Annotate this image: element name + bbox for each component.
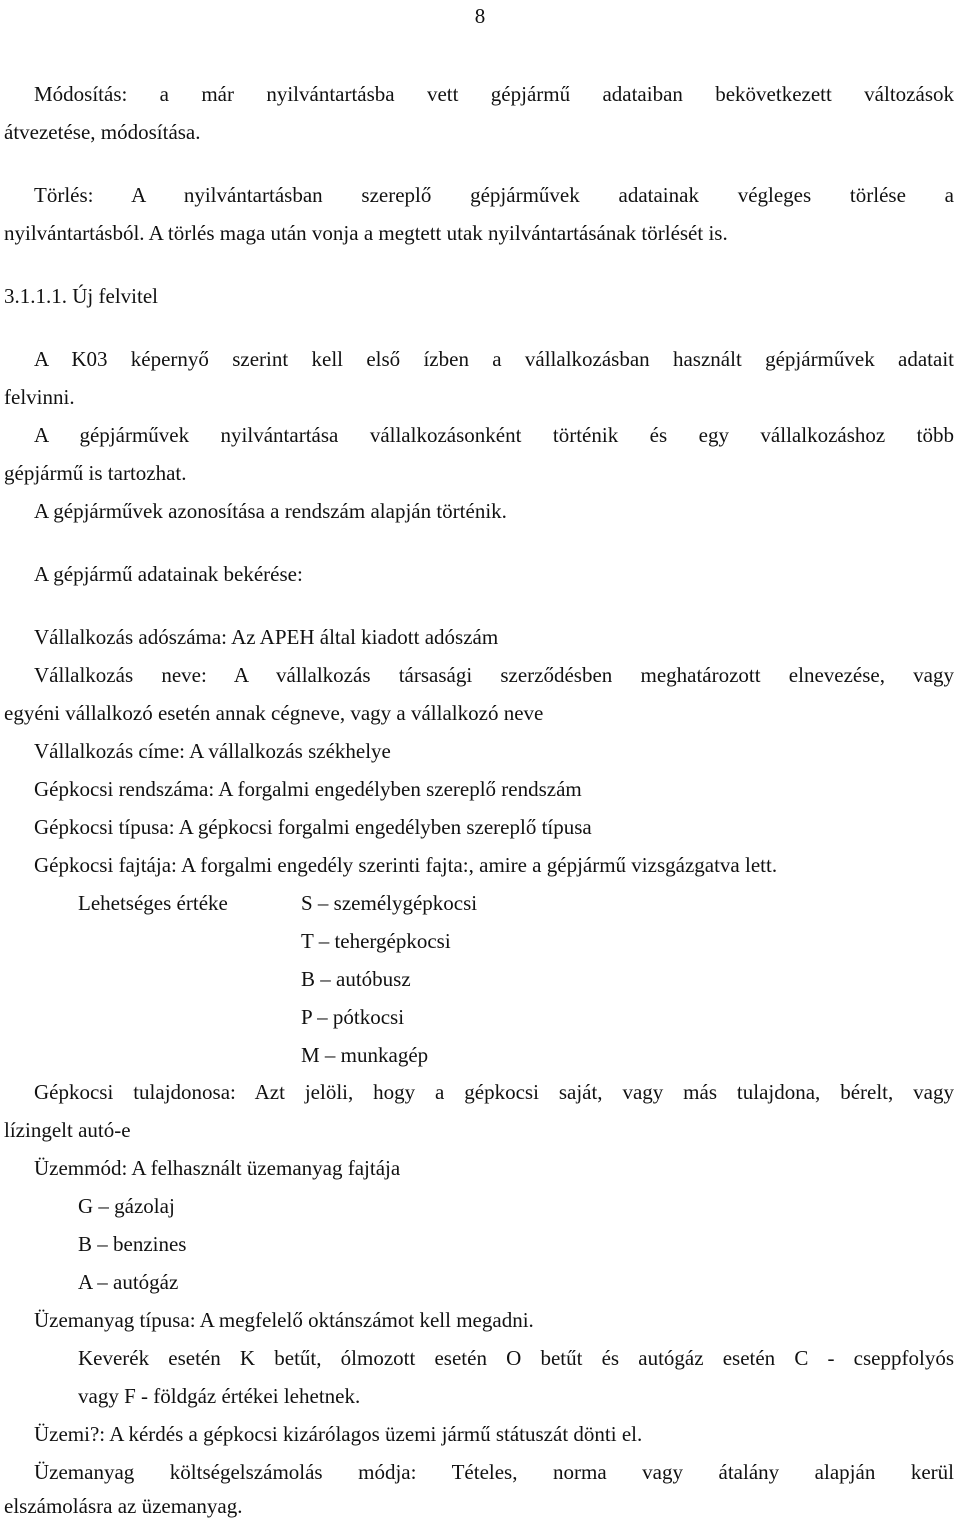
intro-paragraph-line-1: A K03 képernyő szerint kell első ízben a vállalkozásban használt gépjárművek adatait: [34, 347, 954, 371]
intro-paragraph-line-2: felvinni.: [4, 385, 75, 409]
uzemmod-value-item: A – autógáz: [78, 1270, 179, 1294]
fajta-value-item: T – tehergépkocsi: [301, 929, 451, 953]
field-rendszam: Gépkocsi rendszáma: A forgalmi engedélyben szereplő rendszám: [34, 777, 582, 801]
modositas-line-2: átvezetése, módosítása.: [4, 120, 201, 144]
field-uzemanyag-tipus: Üzemanyag típusa: A megfelelő oktánszámot kell megadni.: [34, 1308, 534, 1332]
page-number: 8: [474, 4, 486, 28]
fajta-value-item: P – pótkocsi: [301, 1005, 405, 1029]
field-nev-line-2: egyéni vállalkozó esetén annak cégneve, vagy a vállalkozó neve: [4, 701, 544, 725]
possible-values-label: Lehetséges értéke: [78, 891, 228, 915]
field-tulajdonos-line-1: Gépkocsi tulajdonosa: Azt jelöli, hogy a gépkocsi saját, vagy más tulajdona, bérelt, vagy: [34, 1080, 954, 1104]
uzemmod-value-item: B – benzines: [78, 1232, 187, 1256]
registry-paragraph-line-1: A gépjárművek nyilvántartása vállalkozásonként történik és egy vállalkozáshoz több: [34, 423, 954, 447]
field-tipus: Gépkocsi típusa: A gépkocsi forgalmi engedélyben szereplő típusa: [34, 815, 592, 839]
torles-line-2: nyilvántartásból. A törlés maga után vonja a megtett utak nyilvántartásának törlését is.: [4, 221, 728, 245]
fajta-value-item: B – autóbusz: [301, 967, 411, 991]
field-cim: Vállalkozás címe: A vállalkozás székhelye: [34, 739, 391, 763]
fajta-value-item: S – személygépkocsi: [301, 891, 478, 915]
torles-line-1: Törlés: A nyilvántartásban szereplő gépjárművek adatainak végleges törlése a: [34, 183, 954, 207]
field-adoszam: Vállalkozás adószáma: Az APEH által kiadott adószám: [34, 625, 499, 649]
uzemmod-value-item: G – gázolaj: [78, 1194, 175, 1218]
modositas-line-1: Módosítás: a már nyilvántartásba vett gépjármű adataiban bekövetkezett változások: [34, 82, 954, 106]
field-fajta: Gépkocsi fajtája: A forgalmi engedély szerinti fajta:, amire a gépjármű vizsgázgatva lett.: [34, 853, 778, 877]
field-koltseg-line-1: Üzemanyag költségelszámolás módja: Tételes, norma vagy átalány alapján kerül: [34, 1460, 954, 1484]
registry-paragraph-line-2: gépjármű is tartozhat.: [4, 461, 187, 485]
fajta-value-item: M – munkagép: [301, 1043, 429, 1067]
data-request-heading: A gépjármű adatainak bekérése:: [34, 562, 303, 586]
keverek-note-line-1: Keverék esetén K betűt, ólmozott esetén O betűt és autógáz esetén C - cseppfolyós: [78, 1346, 954, 1370]
keverek-note-line-2: vagy F - földgáz értékei lehetnek.: [78, 1384, 361, 1408]
field-koltseg-line-2: elszámolásra az üzemanyag.: [4, 1494, 243, 1518]
field-tulajdonos-line-2: lízingelt autó-e: [4, 1118, 131, 1142]
field-uzemmod: Üzemmód: A felhasznált üzemanyag fajtája: [34, 1156, 401, 1180]
section-heading: 3.1.1.1. Új felvitel: [4, 284, 158, 308]
identification-paragraph: A gépjárművek azonosítása a rendszám alapján történik.: [34, 499, 507, 523]
field-uzemi: Üzemi?: A kérdés a gépkocsi kizárólagos üzemi jármű státuszát dönti el.: [34, 1422, 643, 1446]
field-nev-line-1: Vállalkozás neve: A vállalkozás társasági szerződésben meghatározott elnevezése, vagy: [34, 663, 954, 687]
